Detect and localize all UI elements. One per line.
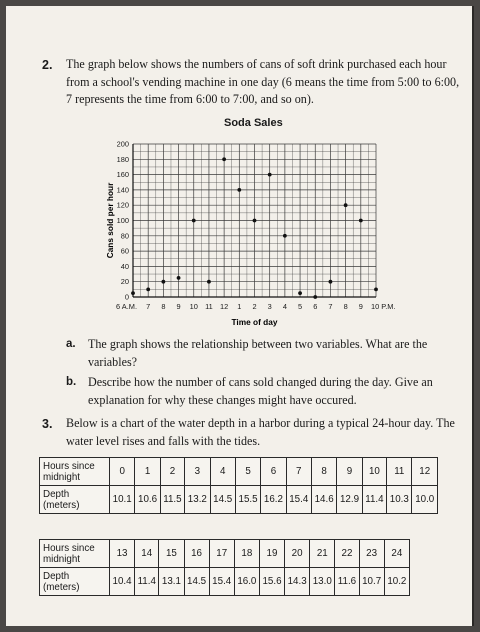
hour-cell: 24 <box>384 540 409 568</box>
hours-header-cell <box>40 458 110 486</box>
x-tick-label: 9 <box>176 302 181 311</box>
depth-cell: 15.6 <box>259 568 284 596</box>
data-point <box>344 203 348 207</box>
data-point <box>329 280 333 284</box>
data-point <box>313 295 317 299</box>
hours-header-line: Hours since <box>43 460 95 472</box>
table-row-depth <box>40 568 410 596</box>
depth-cell: 10.3 <box>387 486 412 514</box>
depth-cell: 14.5 <box>184 568 209 596</box>
y-tick-label: 200 <box>116 139 129 149</box>
hour-cell: 20 <box>285 540 310 568</box>
hour-cell: 8 <box>311 458 336 486</box>
hours-header-line: Hours since <box>43 542 95 554</box>
depth-cell: 13.0 <box>310 568 335 596</box>
hour-cell: 15 <box>159 540 184 568</box>
x-tick-label: 8 <box>161 302 166 311</box>
data-point <box>283 234 287 238</box>
hour-cell: 18 <box>234 540 259 568</box>
question-2-line: 7 represents the time from 6:00 to 7:00, and so on). <box>66 92 314 106</box>
x-axis-label: Time of day <box>231 317 278 327</box>
x-tick-label: 7 <box>146 302 151 311</box>
y-tick-label: 120 <box>116 200 129 210</box>
depth-table-2 <box>39 539 410 596</box>
depth-cell: 10.7 <box>359 568 384 596</box>
depth-cell: 16.2 <box>261 486 286 514</box>
question-2b-letter: b. <box>66 376 77 388</box>
y-tick-label: 60 <box>120 246 129 256</box>
depth-cell: 11.5 <box>160 486 184 514</box>
depth-cell: 14.3 <box>285 568 310 596</box>
x-tick-label: 5 <box>298 302 303 311</box>
depth-header-line: Depth <box>43 570 70 582</box>
y-tick-label: 0 <box>124 292 129 302</box>
question-2a-text <box>88 336 427 371</box>
depth-header-line: Depth <box>43 488 70 500</box>
x-tick-label: 6 A.M. <box>116 302 137 311</box>
hour-cell: 16 <box>184 540 209 568</box>
y-axis-label: Cans sold per hour <box>105 182 115 259</box>
y-tick-label: 20 <box>120 277 129 287</box>
depth-cell: 10.0 <box>412 486 438 514</box>
y-tick-label: 180 <box>116 154 129 164</box>
hour-cell: 19 <box>259 540 284 568</box>
y-tick-label: 100 <box>116 216 129 225</box>
question-3-text <box>66 415 455 450</box>
question-2-number: 2. <box>42 58 53 72</box>
hour-cell: 13 <box>110 540 135 568</box>
x-tick-label: 4 <box>282 302 287 311</box>
question-3-line: Below is a chart of the water depth in a harbor during a typical 24-hour day. The <box>66 416 455 430</box>
hour-cell: 12 <box>412 458 438 486</box>
y-tick-label: 160 <box>116 170 129 180</box>
depth-cell: 13.2 <box>185 486 210 514</box>
data-point <box>192 219 196 223</box>
depth-cell: 10.2 <box>384 568 409 596</box>
hours-header-line: midnight <box>43 553 81 565</box>
data-point <box>359 219 363 223</box>
hour-cell: 7 <box>286 458 311 486</box>
x-tick-label: 12 <box>220 302 229 311</box>
table-row-hours <box>40 540 410 568</box>
data-point <box>161 280 165 284</box>
hour-cell: 3 <box>185 458 210 486</box>
data-point <box>268 173 272 177</box>
table-row-depth <box>40 486 438 514</box>
y-axis-ticks <box>117 140 129 302</box>
depth-cell: 15.5 <box>235 486 260 514</box>
x-tick-label: 10 <box>189 302 198 311</box>
depth-cell: 10.4 <box>110 568 135 596</box>
question-2b-line: explanation for why these changes might have occured. <box>88 392 357 407</box>
depth-cell: 11.4 <box>362 486 386 514</box>
question-3-line: water level rises and falls with the tides. <box>66 433 261 448</box>
depth-header-line: (meters) <box>43 499 80 511</box>
question-3-number: 3. <box>42 417 53 431</box>
chart-title: Soda Sales <box>224 117 283 129</box>
depth-cell: 14.6 <box>311 486 336 514</box>
data-point <box>146 287 150 291</box>
hour-cell: 11 <box>387 458 412 486</box>
data-point <box>298 291 302 295</box>
depth-header-cell <box>40 568 110 596</box>
data-point <box>374 287 378 291</box>
depth-cell: 11.4 <box>135 568 159 596</box>
hour-cell: 17 <box>209 540 234 568</box>
depth-cell: 11.6 <box>335 568 359 596</box>
hour-cell: 14 <box>135 540 159 568</box>
depth-cell: 15.4 <box>209 568 234 596</box>
hour-cell: 6 <box>261 458 286 486</box>
question-2-line: from a school's vending machine in one day (6 means the time from 5:00 to 6:00, <box>66 74 460 89</box>
question-2b-line: Describe how the number of cans sold changed during the day. Give an <box>88 375 433 389</box>
y-tick-label: 80 <box>120 231 129 241</box>
data-point <box>177 276 181 280</box>
hour-cell: 1 <box>135 458 160 486</box>
depth-cell: 10.1 <box>110 486 135 514</box>
data-point <box>222 157 226 161</box>
x-tick-label: 8 <box>343 302 348 311</box>
hours-header-line: midnight <box>43 471 81 483</box>
x-tick-label: 7 <box>328 302 333 311</box>
data-point <box>207 280 211 284</box>
x-tick-label: 3 <box>267 302 272 311</box>
question-2a-letter: a. <box>66 338 76 350</box>
y-tick-label: 40 <box>120 261 129 271</box>
y-tick-label: 140 <box>116 185 129 195</box>
x-tick-label: 10 P.M. <box>371 302 396 311</box>
question-2a-line: variables? <box>88 354 138 369</box>
hour-cell: 0 <box>110 458 135 486</box>
hour-cell: 23 <box>359 540 384 568</box>
data-point <box>131 291 135 295</box>
hour-cell: 22 <box>335 540 359 568</box>
depth-cell: 15.4 <box>286 486 311 514</box>
hour-cell: 4 <box>210 458 235 486</box>
hour-cell: 10 <box>362 458 386 486</box>
x-axis-ticks <box>116 302 395 311</box>
question-2a-line: The graph shows the relationship between two variables. What are the <box>88 337 428 351</box>
x-tick-label: 6 <box>313 302 318 311</box>
hour-cell: 5 <box>235 458 260 486</box>
depth-header-cell <box>40 486 110 514</box>
x-tick-label: 9 <box>358 302 363 311</box>
hour-cell: 21 <box>310 540 335 568</box>
hour-cell: 9 <box>337 458 362 486</box>
hours-header-cell <box>40 540 110 568</box>
x-tick-label: 1 <box>237 302 242 311</box>
depth-cell: 16.0 <box>234 568 259 596</box>
depth-table-1 <box>39 457 438 514</box>
depth-cell: 13.1 <box>159 568 184 596</box>
depth-cell: 10.6 <box>135 486 160 514</box>
x-tick-label: 11 <box>205 302 213 311</box>
question-2b-text <box>88 374 433 409</box>
table-row-hours <box>40 458 438 486</box>
data-point <box>253 219 257 223</box>
depth-cell: 14.5 <box>210 486 235 514</box>
x-tick-label: 2 <box>252 302 257 311</box>
hour-cell: 2 <box>160 458 184 486</box>
depth-header-line: (meters) <box>43 581 80 593</box>
question-2-line: The graph below shows the numbers of cans of soft drink purchased each hour <box>66 57 447 71</box>
depth-cell: 12.9 <box>337 486 362 514</box>
data-point <box>237 188 241 192</box>
